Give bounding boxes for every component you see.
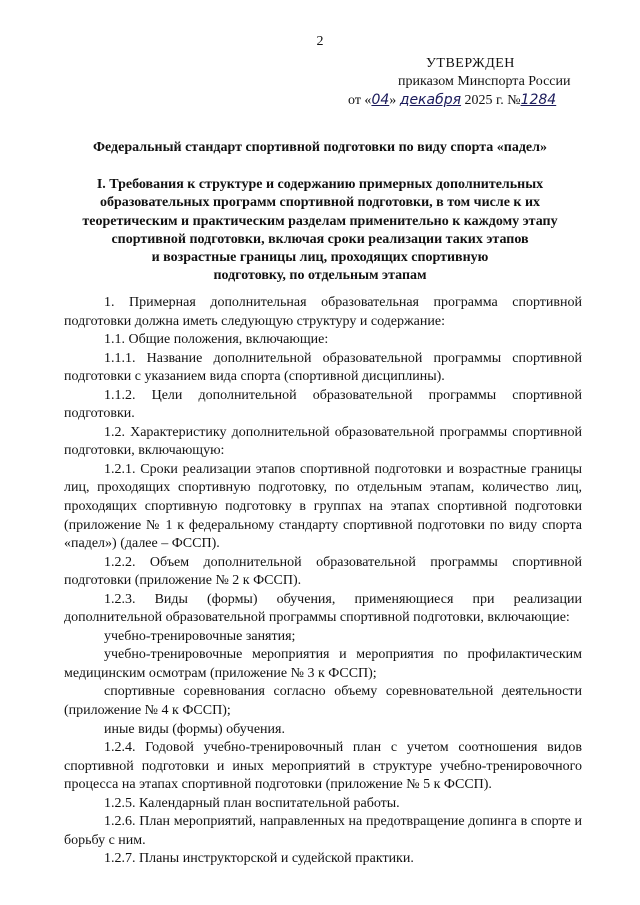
- approval-date-line: [348, 91, 598, 110]
- paragraph: 1.1.1. Название дополнительной образовательной программы спортивной подготовки с указанием вида спорта (спортивной дисциплины).: [64, 350, 582, 385]
- paragraph: 1.1.2. Цели дополнительной образовательной программы спортивной подготовки.: [64, 387, 582, 422]
- section-heading-line: теоретическим и практическим разделам применительно к каждому этапу: [82, 213, 558, 229]
- approval-heading: УТВЕРЖДЕН: [426, 56, 515, 71]
- section-heading: [70, 176, 570, 286]
- section-heading-line: образовательных программ спортивной подготовки, в том числе к их: [99, 195, 541, 211]
- paragraph: 1.2.6. План мероприятий, направленных на предотвращение допинга в спорте и борьбу с ним.: [64, 814, 582, 848]
- paragraph: 1.2.1. Сроки реализации этапов спортивной подготовки и возрастные границы лиц, проходящих спортивную подготовку, по отдельным этапам, количество лиц, проходящих спортивную подготовку в группах на этапах спортивной подготовки (приложение № 1 к федеральному стандарту спортивной подготовки по виду спорта «падел») (далее – ФССП).: [64, 461, 582, 552]
- date-year: 2025 г. №: [461, 93, 521, 108]
- date-separator: »: [389, 93, 400, 108]
- paragraph: 1.2.5. Календарный план воспитательной работы.: [104, 795, 400, 811]
- paragraph: 1.2.4. Годовой учебно-тренировочный план с учетом соотношения видов спортивной подготовки и иных мероприятий в структуре учебно-тренировочного процесса на этапах спортивной подготовки (приложение № 5 к ФССП).: [64, 740, 582, 793]
- section-heading-line: спортивной подготовки, включая сроки реализации таких этапов: [111, 231, 529, 247]
- section-heading-line: и возрастные границы лиц, проходящих спортивную: [151, 250, 489, 266]
- paragraph: учебно-тренировочные занятия;: [104, 628, 296, 644]
- paragraph: спортивные соревнования согласно объему соревновательной деятельности (приложение № 4 к ФССП);: [64, 684, 582, 719]
- approval-order-ref: приказом Минспорта России: [398, 74, 571, 89]
- paragraph: 1.2.2. Объем дополнительной образовательной программы спортивной подготовки (приложение № 2 к ФССП).: [64, 554, 582, 589]
- paragraph: 1.2.7. Планы инструкторской и судейской практики.: [104, 851, 414, 867]
- handwritten-day: 04: [371, 92, 390, 108]
- paragraph: 1.1. Общие положения, включающие:: [104, 332, 329, 348]
- paragraph: 1.2.3. Виды (формы) обучения, применяющиеся при реализации дополнительной образовательной программы спортивной подготовки, включающие:: [64, 591, 582, 626]
- document-title: Федеральный стандарт спортивной подготовки по виду спорта «падел»: [92, 140, 547, 155]
- paragraph: 1. Примерная дополнительная образовательная программа спортивной подготовки должна иметь следующую структуру и содержание:: [64, 295, 582, 329]
- paragraph: 1.2. Характеристику дополнительной образовательной программы спортивной подготовки, включающую:: [64, 424, 582, 459]
- body-text: [64, 294, 582, 869]
- paragraph: учебно-тренировочные мероприятия и мероприятия по профилактическим медицинским осмотрам (приложение № 3 к ФССП);: [64, 647, 582, 681]
- section-heading-line: подготовку, по отдельным этапам: [213, 268, 427, 284]
- handwritten-order-number: 1284: [520, 92, 557, 108]
- date-prefix: от «: [348, 93, 372, 108]
- paragraph: иные виды (формы) обучения.: [104, 721, 285, 737]
- handwritten-month: декабря: [399, 92, 462, 108]
- section-heading-line: I. Требования к структуре и содержанию примерных дополнительных: [96, 177, 544, 192]
- approval-stamp: [348, 55, 598, 110]
- page-number: 2: [316, 34, 324, 49]
